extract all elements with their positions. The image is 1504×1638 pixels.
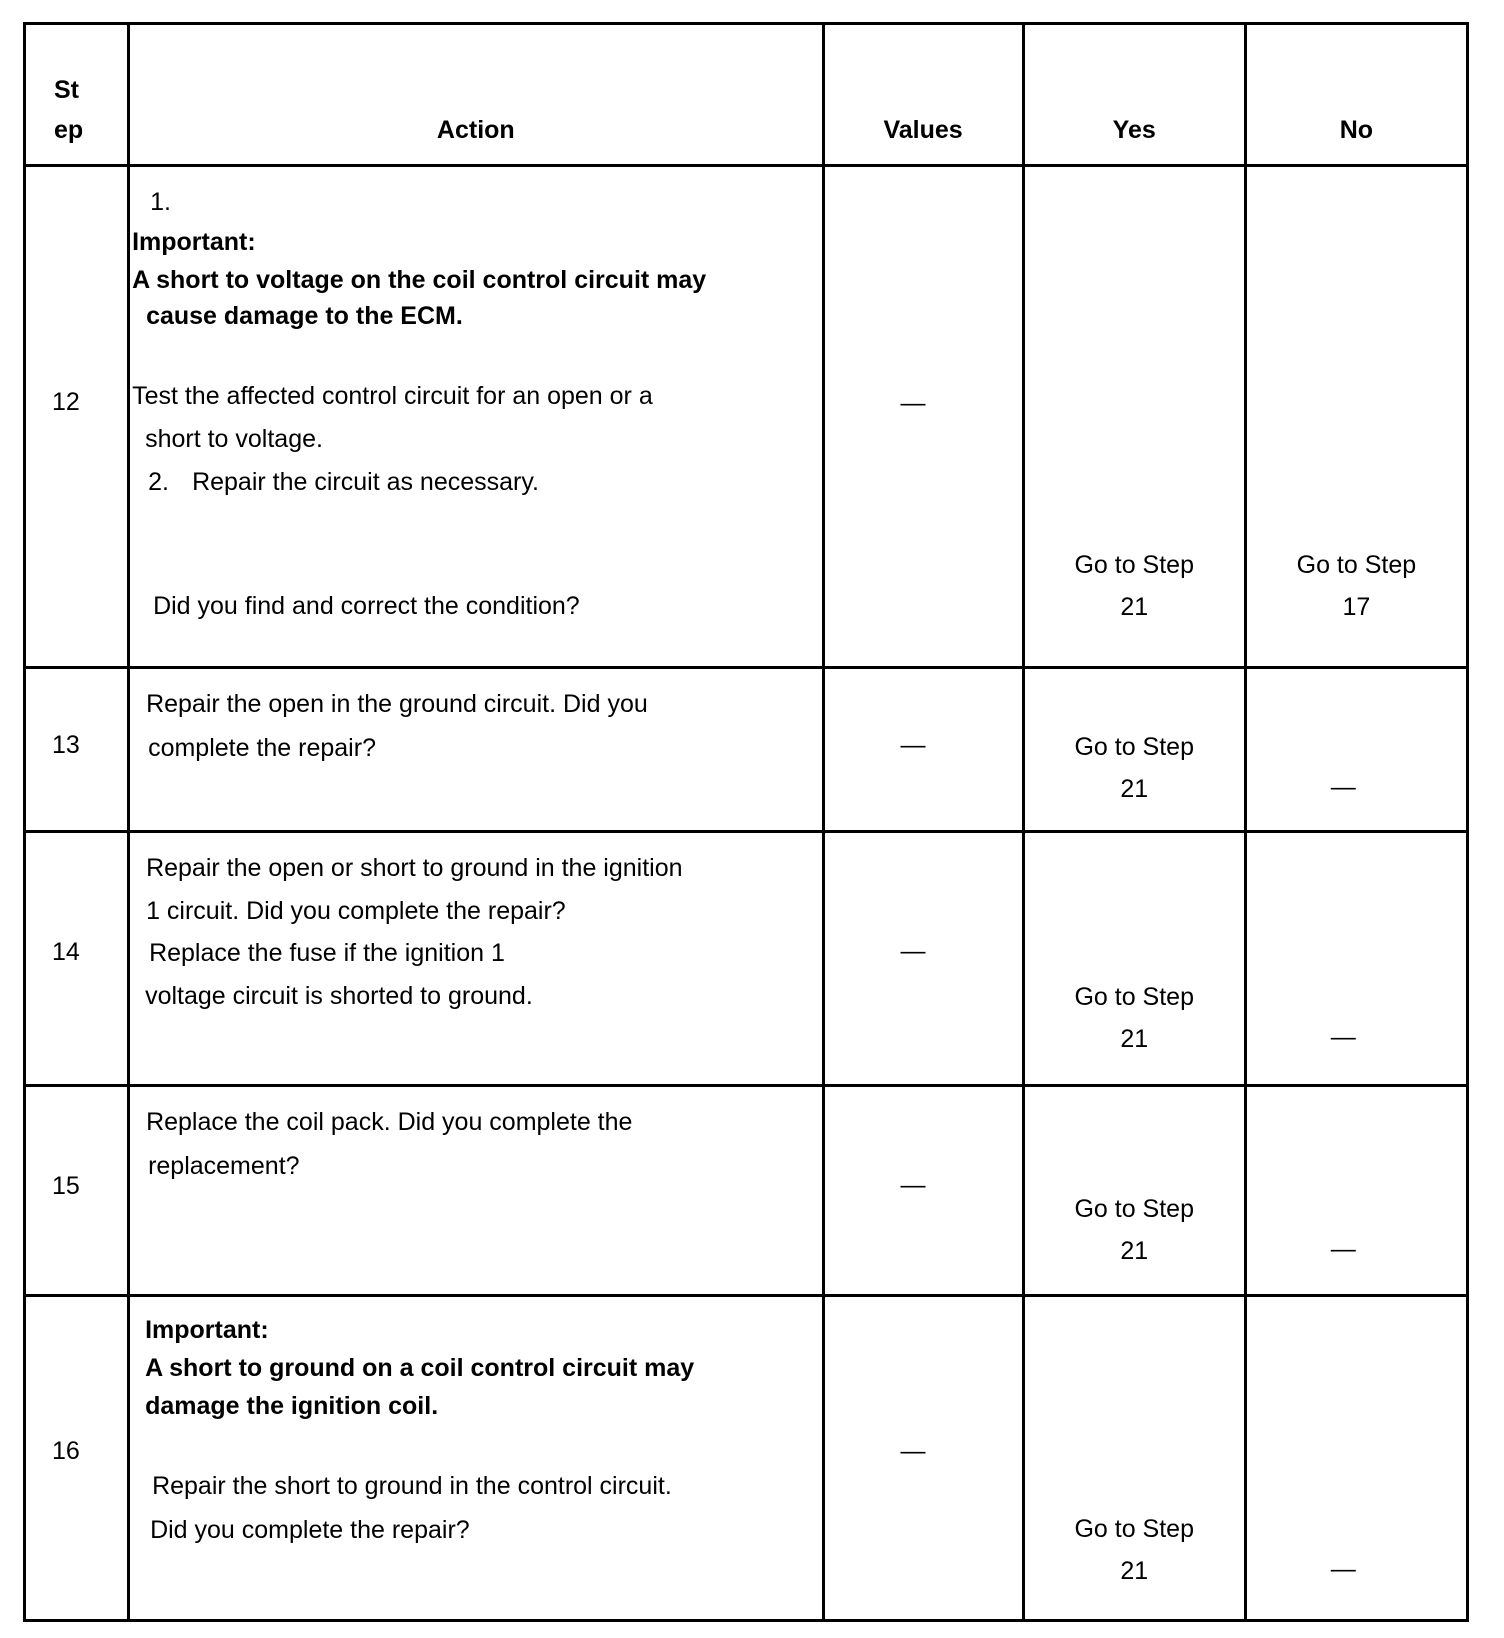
question-text: Did you find and correct the condition? xyxy=(153,592,580,620)
step-cell xyxy=(25,832,129,1086)
header-yes-label: Yes xyxy=(1112,116,1156,144)
action-cell xyxy=(129,1296,823,1621)
action-text: Replace the fuse if the ignition 1 xyxy=(149,939,505,967)
goto-step-number: 21 xyxy=(1120,1557,1149,1585)
table-row xyxy=(25,668,1468,832)
values-dash: — xyxy=(900,1171,926,1199)
table-row xyxy=(25,1086,1468,1296)
action-text: Test the affected control circuit for an open or a xyxy=(132,382,653,410)
step-cell xyxy=(25,166,129,668)
action-cell xyxy=(129,668,823,832)
list-number: 2. xyxy=(148,468,169,496)
header-step xyxy=(25,24,129,166)
step-cell xyxy=(25,1296,129,1621)
values-cell xyxy=(823,1086,1023,1296)
goto-step-label: Go to Step xyxy=(1074,733,1194,761)
step-number: 13 xyxy=(52,731,80,759)
table-row xyxy=(25,1296,1468,1621)
action-cell xyxy=(129,832,823,1086)
header-action-label: Action xyxy=(436,116,515,144)
header-values-label: Values xyxy=(883,116,963,144)
no-cell xyxy=(1245,668,1467,832)
action-text: complete the repair? xyxy=(148,734,376,762)
values-dash: — xyxy=(900,937,926,965)
action-text: Replace the coil pack. Did you complete the xyxy=(146,1108,633,1136)
goto-step-label: Go to Step xyxy=(1074,551,1194,579)
no-cell xyxy=(1245,1086,1467,1296)
step-number: 12 xyxy=(52,388,80,416)
goto-step-number: 21 xyxy=(1120,1237,1149,1265)
no-dash: — xyxy=(1330,1023,1356,1051)
action-cell xyxy=(129,166,823,668)
step-number: 16 xyxy=(52,1437,80,1465)
yes-cell xyxy=(1023,1296,1245,1621)
action-text: Repair the open in the ground circuit. Did you xyxy=(146,690,648,718)
action-text: Repair the open or short to ground in the ignition xyxy=(146,854,683,882)
important-label: Important: xyxy=(145,1316,269,1344)
action-text: Repair the short to ground in the control circuit. xyxy=(152,1472,672,1500)
values-cell xyxy=(823,1296,1023,1621)
values-dash: — xyxy=(900,731,926,759)
step-number: 15 xyxy=(52,1172,80,1200)
action-text: short to voltage. xyxy=(145,425,323,453)
important-text: A short to voltage on the coil control circuit may xyxy=(132,266,707,294)
yes-cell xyxy=(1023,166,1245,668)
header-step-line2: ep xyxy=(54,116,84,144)
goto-step-label: Go to Step xyxy=(1074,1515,1194,1543)
step-cell xyxy=(25,668,129,832)
goto-step-number: 21 xyxy=(1120,775,1149,803)
values-cell xyxy=(823,668,1023,832)
values-cell xyxy=(823,832,1023,1086)
no-dash: — xyxy=(1330,1235,1356,1263)
table-row xyxy=(25,166,1468,668)
action-text: voltage circuit is shorted to ground. xyxy=(145,982,533,1010)
header-no xyxy=(1245,24,1467,166)
action-text: Repair the circuit as necessary. xyxy=(192,468,539,496)
goto-step-number: 17 xyxy=(1342,593,1371,621)
values-dash: — xyxy=(900,1437,926,1465)
list-number: 1. xyxy=(150,188,171,216)
values-dash: — xyxy=(900,389,926,417)
step-number: 14 xyxy=(52,938,80,966)
yes-cell xyxy=(1023,832,1245,1086)
yes-cell xyxy=(1023,668,1245,832)
values-cell xyxy=(823,166,1023,668)
action-text: replacement? xyxy=(148,1152,300,1180)
no-cell xyxy=(1245,166,1467,668)
header-values xyxy=(823,24,1023,166)
important-label: Important: xyxy=(132,228,256,256)
goto-step-number: 21 xyxy=(1120,593,1149,621)
important-text: A short to ground on a coil control circuit may xyxy=(145,1354,695,1382)
header-row xyxy=(25,24,1468,166)
action-cell xyxy=(129,1086,823,1296)
important-text: cause damage to the ECM. xyxy=(146,302,463,330)
header-action xyxy=(129,24,823,166)
action-text: 1 circuit. Did you complete the repair? xyxy=(146,897,566,925)
goto-step-number: 21 xyxy=(1120,1025,1149,1053)
no-dash: — xyxy=(1330,1555,1356,1583)
no-dash: — xyxy=(1330,773,1356,801)
header-no-label: No xyxy=(1339,116,1374,144)
goto-step-label: Go to Step xyxy=(1074,1195,1194,1223)
goto-step-label: Go to Step xyxy=(1296,551,1417,579)
table-row xyxy=(25,832,1468,1086)
no-cell xyxy=(1245,1296,1467,1621)
action-text: Did you complete the repair? xyxy=(150,1516,470,1544)
diagnostic-table xyxy=(23,22,1469,1622)
important-text: damage the ignition coil. xyxy=(145,1392,439,1420)
header-step-line1: St xyxy=(54,76,79,104)
no-cell xyxy=(1245,832,1467,1086)
header-yes xyxy=(1023,24,1245,166)
goto-step-label: Go to Step xyxy=(1074,983,1194,1011)
step-cell xyxy=(25,1086,129,1296)
yes-cell xyxy=(1023,1086,1245,1296)
